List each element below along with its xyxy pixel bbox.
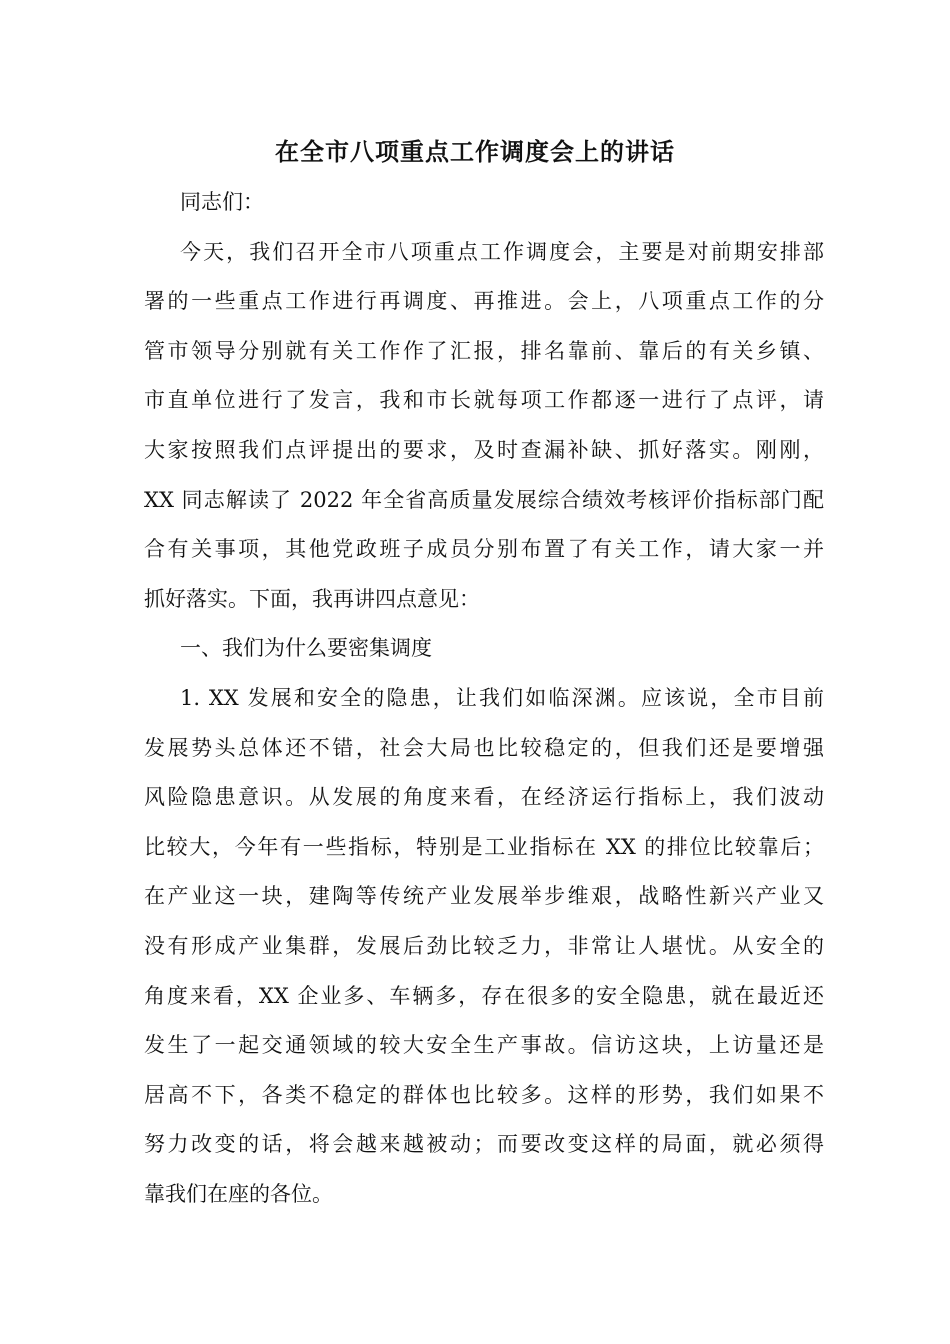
- paragraph-line: XX 同志解读了 2022 年全省高质量发展综合绩效考核评价指标部门配: [144, 487, 824, 512]
- paragraph-line: 发生了一起交通领域的较大安全生产事故。信访这块，上访量还是: [144, 1033, 824, 1058]
- paragraph-line: 没有形成产业集群，发展后劲比较乏力，非常让人堪忧。从安全的: [144, 933, 824, 958]
- paragraph-line: 管市领导分别就有关工作作了汇报，排名靠前、靠后的有关乡镇、: [144, 338, 824, 363]
- paragraph-line: 比较大，今年有一些指标，特别是工业指标在 XX 的排位比较靠后；: [144, 834, 824, 859]
- paragraph-line: 努力改变的话，将会越来越被动；而要改变这样的局面，就必须得: [144, 1132, 824, 1157]
- page-title: 在全市八项重点工作调度会上的讲话: [275, 137, 675, 166]
- paragraph-line: 角度来看，XX 企业多、车辆多，存在很多的安全隐患，就在最近还: [144, 983, 824, 1008]
- section-heading: 一、我们为什么要密集调度: [180, 636, 432, 661]
- paragraph-line: 靠我们在座的各位。: [144, 1181, 333, 1206]
- paragraph-line: 发展势头总体还不错，社会大局也比较稳定的，但我们还是要增强: [144, 735, 824, 760]
- paragraph-line: 市直单位进行了发言，我和市长就每项工作都逐一进行了点评，请: [144, 388, 824, 413]
- paragraph-line: 风险隐患意识。从发展的角度来看，在经济运行指标上，我们波动: [144, 785, 824, 810]
- document-body: [144, 178, 824, 1219]
- salutation-line: 同志们：: [180, 190, 264, 214]
- paragraph-line: 大家按照我们点评提出的要求，及时查漏补缺、抓好落实。刚刚，: [144, 437, 824, 462]
- paragraph-line: 抓好落实。下面，我再讲四点意见：: [144, 586, 480, 611]
- paragraph-line: 署的一些重点工作进行再调度、再推进。会上，八项重点工作的分: [144, 289, 824, 314]
- paragraph-line: 1. XX 发展和安全的隐患，让我们如临深渊。应该说，全市目前: [180, 685, 824, 710]
- paragraph-line: 在产业这一块，建陶等传统产业发展举步维艰，战略性新兴产业又: [144, 884, 824, 909]
- paragraph-line: 今天，我们召开全市八项重点工作调度会，主要是对前期安排部: [180, 239, 824, 264]
- paragraph-line: 居高不下，各类不稳定的群体也比较多。这样的形势，我们如果不: [144, 1082, 824, 1107]
- paragraph-line: 合有关事项，其他党政班子成员分别布置了有关工作，请大家一并: [144, 537, 824, 562]
